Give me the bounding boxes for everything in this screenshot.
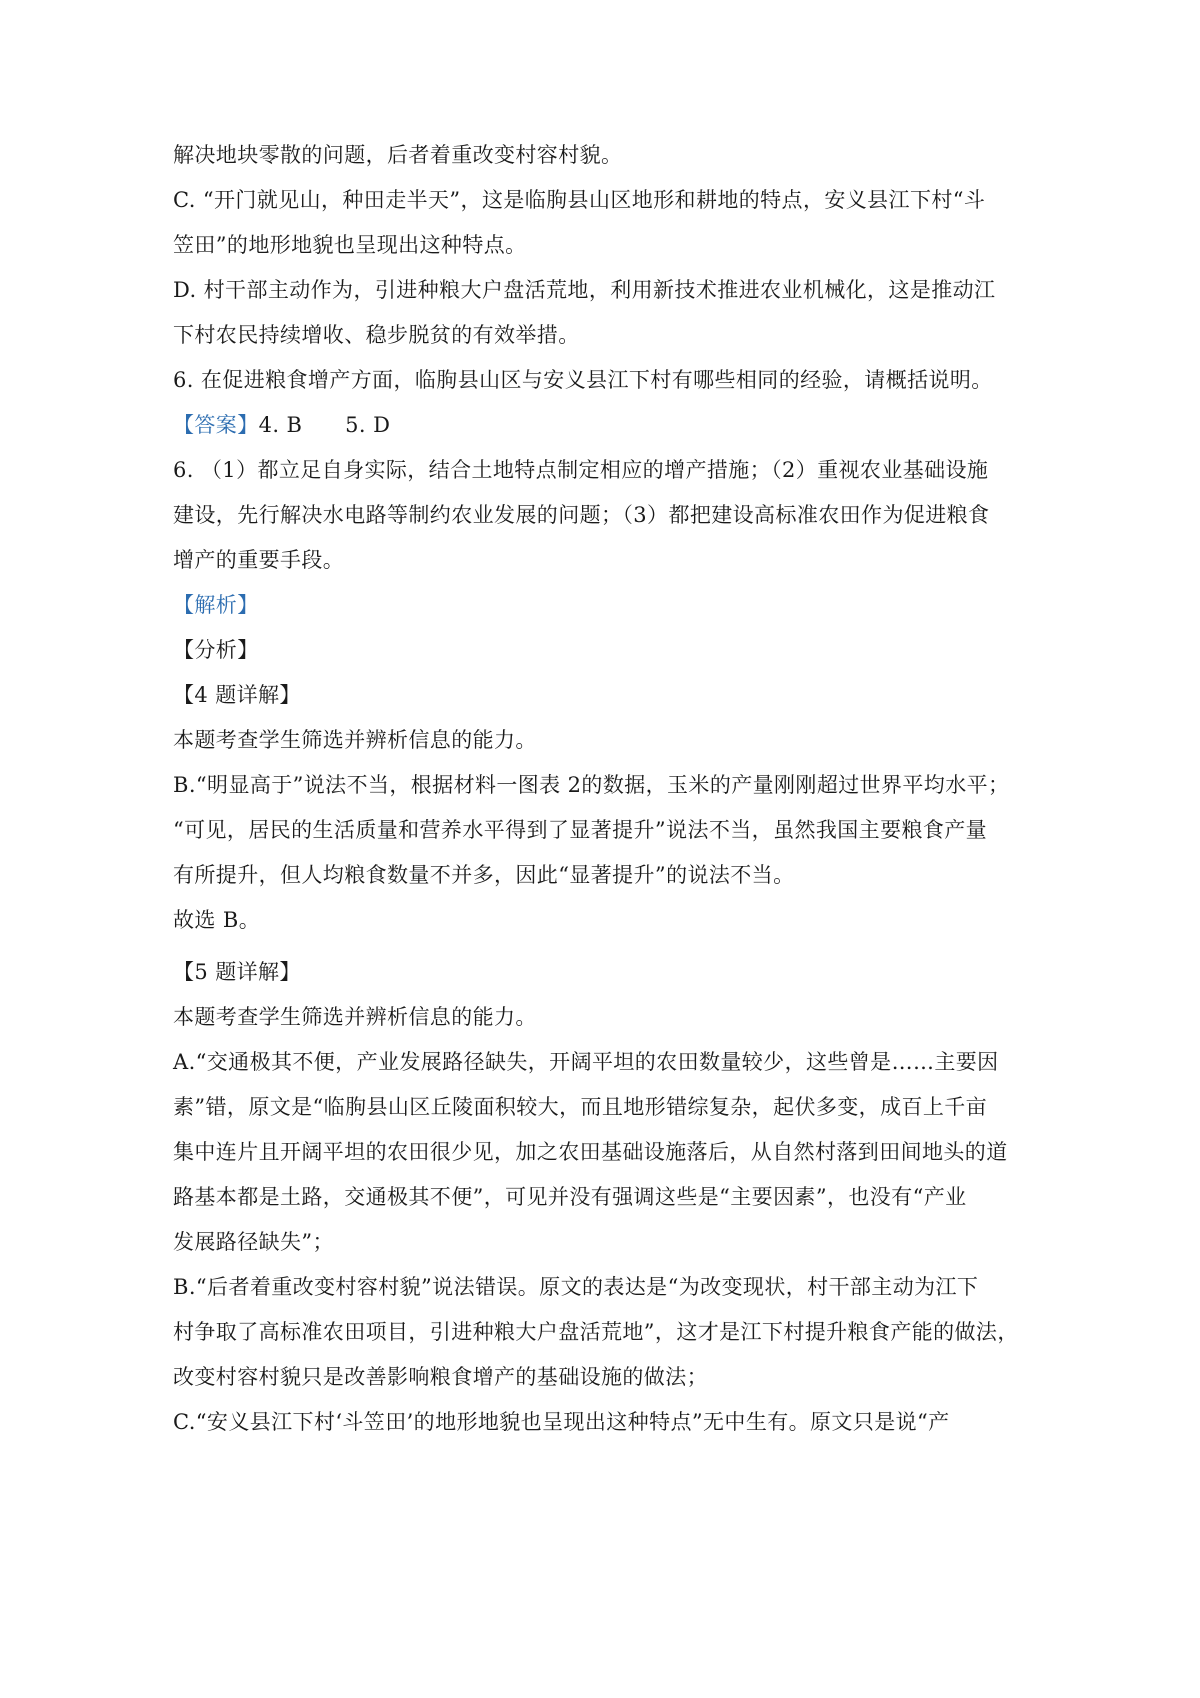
text-line: 故选 B。 <box>173 908 261 932</box>
text-line: 本题考查学生筛选并辨析信息的能力。 <box>173 1005 537 1029</box>
text-line: 笠田”的地形地貌也呈现出这种特点。 <box>173 233 527 257</box>
answer-value: 4. B 5. D <box>258 413 391 437</box>
analysis-heading: 【解析】 <box>173 593 259 617</box>
text-line: 下村农民持续增收、稳步脱贫的有效举措。 <box>173 323 580 347</box>
answer-6-text: 增产的重要手段。 <box>173 548 345 572</box>
text-line: 素”错，原文是“临朐县山区丘陵面积较大，而且地形错综复杂，起伏多变，成百上千亩 <box>173 1095 988 1119</box>
text-line: 有所提升，但人均粮食数量不并多，因此“显著提升”的说法不当。 <box>173 863 795 887</box>
answer-6-text: 建设，先行解决水电路等制约农业发展的问题；（3）都把建设高标准农田作为促进粮食 <box>173 503 990 527</box>
section-heading-q5: 【5 题详解】 <box>173 960 301 984</box>
text-line: C. “开门就见山，种田走半天”，这是临朐县山区地形和耕地的特点，安义县江下村“斗 <box>173 188 986 212</box>
answer-line <box>173 410 1033 440</box>
section-heading-q4: 【4 题详解】 <box>173 683 301 707</box>
question-6: 6. 在促进粮食增产方面，临朐县山区与安义县江下村有哪些相同的经验，请概括说明。 <box>173 368 993 392</box>
text-line: B.“明显高于”说法不当，根据材料一图表 2的数据，玉米的产量刚刚超过世界平均水平； <box>173 773 1010 797</box>
text-line: “可见，居民的生活质量和营养水平得到了显著提升”说法不当，虽然我国主要粮食产量 <box>173 818 988 842</box>
text-line: 集中连片且开阔平坦的农田很少见，加之农田基础设施落后，从自然村落到田间地头的道 <box>173 1140 1008 1164</box>
text-line: 改变村容村貌只是改善影响粮食增产的基础设施的做法； <box>173 1365 708 1389</box>
text-line: 本题考查学生筛选并辨析信息的能力。 <box>173 728 537 752</box>
section-heading-analysis: 【分析】 <box>173 638 259 662</box>
answer-6-text: 6. （1）都立足自身实际，结合土地特点制定相应的增产措施；（2）重视农业基础设施 <box>173 458 989 482</box>
text-line: A.“交通极其不便，产业发展路径缺失，开阔平坦的农田数量较少，这些曾是……主要因 <box>173 1050 999 1074</box>
text-line: B.“后者着重改变村容村貌”说法错误。原文的表达是“为改变现状，村干部主动为江下 <box>173 1275 979 1299</box>
text-line: C.“安义县江下村‘斗笠田’的地形地貌也呈现出这种特点”无中生有。原文只是说“产 <box>173 1410 950 1434</box>
text-line: 村争取了高标准农田项目，引进种粮大户盘活荒地”，这才是江下村提升粮食产能的做法， <box>173 1320 1019 1344</box>
text-line: 路基本都是土路，交通极其不便”，可见并没有强调这些是“主要因素”，也没有“产业 <box>173 1185 967 1209</box>
text-line: D. 村干部主动作为，引进种粮大户盘活荒地，利用新技术推进农业机械化，这是推动江 <box>173 278 996 302</box>
answer-label: 【答案】 <box>173 413 259 437</box>
text-line: 发展路径缺失”； <box>173 1230 334 1254</box>
text-line: 解决地块零散的问题，后者着重改变村容村貌。 <box>173 143 623 167</box>
